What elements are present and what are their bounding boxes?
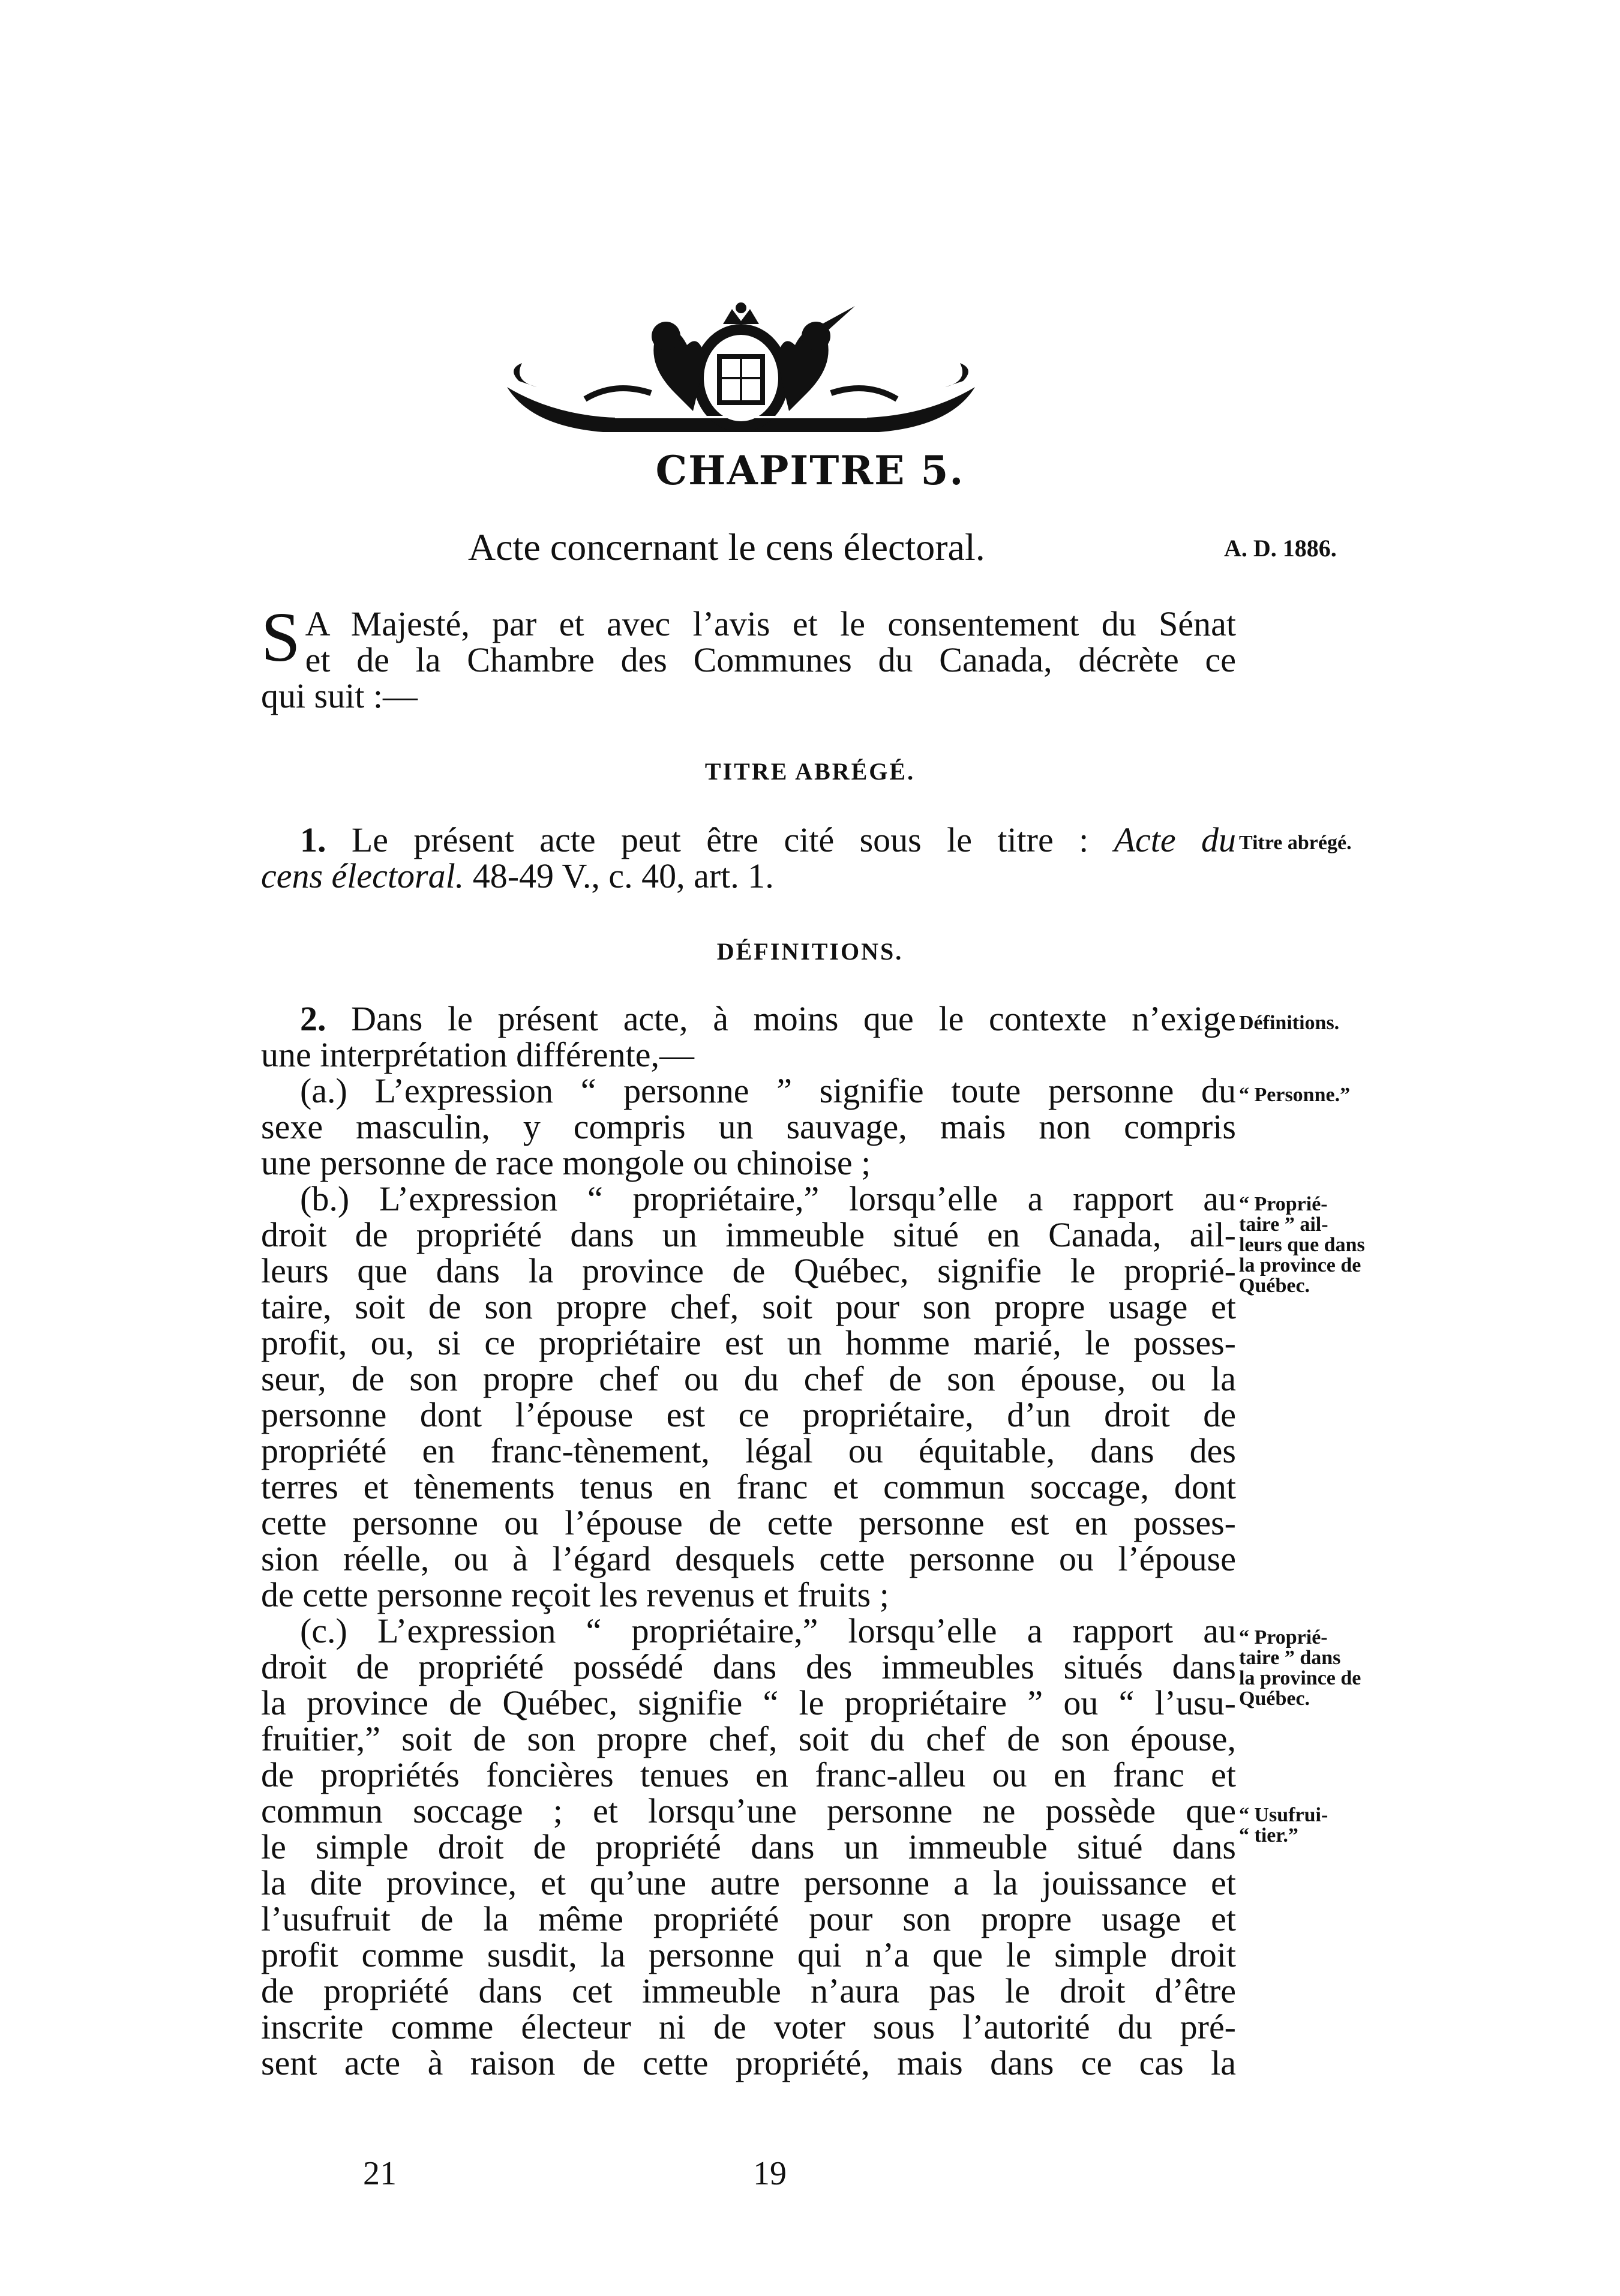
margin-note-line: Québec. bbox=[1239, 1687, 1310, 1710]
margin-note-personne: “ Personne.” bbox=[1239, 1084, 1351, 1106]
clause-c-line: fruitier,” soit de son propre chef, soit du chef de son épouse, bbox=[261, 1719, 1236, 1758]
chapter-heading: CHAPITRE 5. bbox=[655, 447, 965, 494]
royal-coat-of-arms-emblem bbox=[495, 297, 987, 444]
heading-short-title: TITRE ABRÉGÉ. bbox=[704, 758, 916, 785]
clause-b-line: propriété en franc-tènement, légal ou équitable, dans des bbox=[261, 1431, 1236, 1470]
clause-c-line: la dite province, et qu’une autre personne a la jouissance et bbox=[261, 1863, 1236, 1902]
clause-c-line: inscrite comme électeur ni de voter sous l’autorité du pré- bbox=[261, 2007, 1236, 2046]
clause-c-line: la province de Québec, signifie “ le propriétaire ” ou “ l’usu- bbox=[261, 1683, 1236, 1722]
clause-b-line: sion réelle, ou à l’égard desquels cette personne ou l’épouse bbox=[261, 1539, 1236, 1578]
enacting-line: A Majesté, par et avec l’avis et le consentement du Sénat bbox=[305, 604, 1236, 643]
section-1-line bbox=[261, 822, 1236, 858]
clause-b-line: taire, soit de son propre chef, soit pour son propre usage et bbox=[261, 1287, 1236, 1326]
clause-b-line: profit, ou, si ce propriétaire est un homme marié, le posses- bbox=[261, 1323, 1236, 1362]
margin-note-definitions: Définitions. bbox=[1239, 1012, 1340, 1034]
section-2-line bbox=[261, 1001, 1236, 1037]
clause-b-line: terres et tènements tenus en franc et commun soccage, dont bbox=[261, 1467, 1236, 1506]
section-number: 2. bbox=[300, 999, 326, 1038]
clause-b-line: seur, de son propre chef ou du chef de son épouse, ou la bbox=[261, 1359, 1236, 1398]
margin-note-short-title: Titre abrégé. bbox=[1239, 832, 1352, 854]
margin-note-line: la province de bbox=[1239, 1667, 1361, 1689]
section-1-line bbox=[261, 858, 1236, 894]
clause-b-line: leurs que dans la province de Québec, signifie le proprié- bbox=[261, 1251, 1236, 1290]
clause-c-line: de propriétés foncières tenues en franc-alleu ou en franc et bbox=[261, 1755, 1236, 1794]
year-note: A. D. 1886. bbox=[1224, 535, 1337, 562]
section-text: Le présent acte peut être cité sous le titre : bbox=[351, 820, 1089, 859]
margin-note-line: “ Proprié- bbox=[1239, 1626, 1328, 1648]
signature-mark: 21 bbox=[363, 2155, 397, 2192]
margin-note-line: Québec. bbox=[1239, 1275, 1310, 1297]
clause-a-line: (a.) L’expression “ personne ” signifie toute personne du bbox=[300, 1071, 1236, 1110]
section-text-italic: Acte du bbox=[1114, 820, 1236, 859]
margin-note-line: “ Usufrui- bbox=[1239, 1804, 1328, 1826]
margin-note-line: la province de bbox=[1239, 1254, 1361, 1276]
section-text: Dans le présent acte, à moins que le contexte n’exige bbox=[351, 999, 1237, 1038]
clause-c-line: (c.) L’expression “ propriétaire,” lorsqu’elle a rapport au bbox=[300, 1611, 1236, 1650]
clause-b-line: (b.) L’expression “ propriétaire,” lorsqu’elle a rapport au bbox=[300, 1179, 1236, 1218]
drop-cap: S bbox=[261, 598, 301, 676]
clause-a-line: sexe masculin, y compris un sauvage, mais non compris bbox=[261, 1107, 1236, 1146]
margin-note-usufruitier bbox=[1239, 1805, 1328, 1846]
clause-b-line: de cette personne reçoit les revenus et fruits ; bbox=[261, 1575, 889, 1614]
section-2 bbox=[261, 1001, 1236, 2081]
clause-b-line: personne dont l’épouse est ce propriétaire, d’un droit de bbox=[261, 1395, 1236, 1434]
section-1 bbox=[261, 822, 1236, 894]
margin-note-line: taire ” dans bbox=[1239, 1647, 1341, 1669]
enacting-line: qui suit :— bbox=[261, 676, 418, 715]
section-2-line: une interprétation différente,— bbox=[261, 1035, 695, 1074]
heading-definitions: DÉFINITIONS. bbox=[716, 938, 904, 965]
margin-note-proprietaire-outside-quebec bbox=[1239, 1194, 1365, 1296]
clause-b-line: cette personne ou l’épouse de cette personne est en posses- bbox=[261, 1503, 1236, 1542]
enacting-line: et de la Chambre des Communes du Canada, décrète ce bbox=[305, 640, 1236, 679]
section-number: 1. bbox=[300, 820, 326, 859]
clause-c-line: le simple droit de propriété dans un immeuble situé dans bbox=[261, 1827, 1236, 1866]
section-text-italic: cens électoral. bbox=[261, 856, 464, 895]
clause-c-line: de propriété dans cet immeuble n’aura pas le droit d’être bbox=[261, 1971, 1236, 2010]
clause-a-line: une personne de race mongole ou chinoise ; bbox=[261, 1143, 871, 1182]
page-number: 19 bbox=[753, 2155, 787, 2192]
clause-c-line: l’usufruit de la même propriété pour son propre usage et bbox=[261, 1899, 1236, 1938]
margin-note-line: taire ” ail- bbox=[1239, 1213, 1328, 1236]
margin-note-line: leurs que dans bbox=[1239, 1234, 1365, 1256]
clause-b-line: droit de propriété dans un immeuble situé en Canada, ail- bbox=[261, 1215, 1236, 1254]
clause-c-line: droit de propriété possédé dans des immeubles situés dans bbox=[261, 1647, 1236, 1686]
margin-note-line: “ Proprié- bbox=[1239, 1193, 1328, 1215]
clause-c-line: sent acte à raison de cette propriété, mais dans ce cas la bbox=[261, 2043, 1236, 2082]
margin-note-proprietaire-quebec bbox=[1239, 1627, 1361, 1709]
margin-note-line: “ tier.” bbox=[1239, 1824, 1298, 1847]
act-title: Acte concernant le cens électoral. bbox=[468, 526, 985, 568]
clause-c-line: profit comme susdit, la personne qui n’a que le simple droit bbox=[261, 1935, 1236, 1974]
section-citation: 48-49 V., c. 40, art. 1. bbox=[472, 856, 774, 895]
enacting-clause bbox=[261, 598, 1236, 715]
clause-c-line: commun soccage ; et lorsqu’une personne ne possède que bbox=[261, 1791, 1236, 1830]
